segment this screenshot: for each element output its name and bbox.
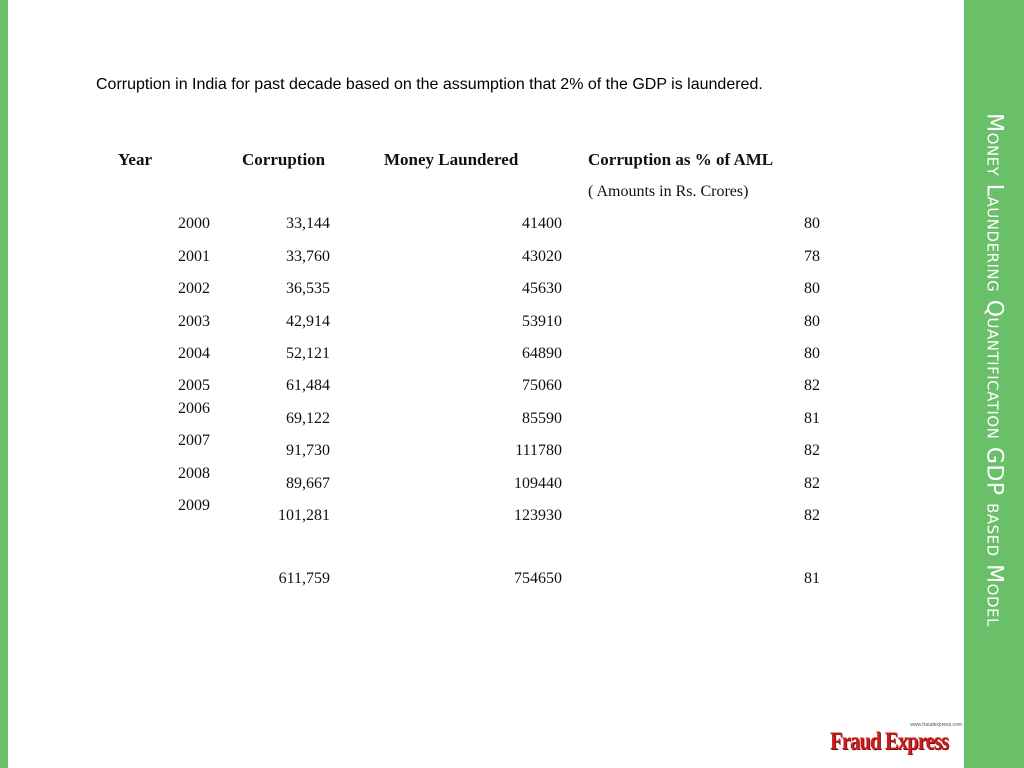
row-money-laundered: 64890 <box>522 345 562 362</box>
row-corruption: 33,144 <box>286 215 330 232</box>
row-year: 2001 <box>178 248 210 265</box>
row-pct: 82 <box>804 507 820 524</box>
row-money-laundered: 85590 <box>522 410 562 427</box>
row-corruption: 89,667 <box>286 475 330 492</box>
logo-url: www.fraudexpress.com <box>910 722 962 728</box>
row-money-laundered: 43020 <box>522 248 562 265</box>
row-year: 2005 <box>178 377 210 394</box>
total-corruption: 611,759 <box>278 570 330 587</box>
slide-title: Money Laundering Quantification GDP based Model <box>981 113 1007 627</box>
row-money-laundered: 41400 <box>522 215 562 232</box>
row-pct: 78 <box>804 248 820 265</box>
caption-period: . <box>758 76 763 93</box>
row-corruption: 52,121 <box>286 345 330 362</box>
row-year: 2002 <box>178 280 210 297</box>
row-money-laundered: 45630 <box>522 280 562 297</box>
row-corruption: 33,760 <box>286 248 330 265</box>
row-corruption: 91,730 <box>286 442 330 459</box>
header-year: Year <box>118 150 152 169</box>
row-money-laundered: 75060 <box>522 377 562 394</box>
row-money-laundered: 123930 <box>514 507 562 524</box>
row-pct: 82 <box>804 377 820 394</box>
row-year: 2003 <box>178 313 210 330</box>
row-pct: 80 <box>804 280 820 297</box>
row-corruption: 69,122 <box>286 410 330 427</box>
row-year: 2006 <box>178 400 210 417</box>
row-pct: 81 <box>804 410 820 427</box>
row-year: 2008 <box>178 465 210 482</box>
row-corruption: 36,535 <box>286 280 330 297</box>
row-year: 2000 <box>178 215 210 232</box>
total-money-laundered: 754650 <box>514 570 562 587</box>
row-pct: 80 <box>804 345 820 362</box>
row-year: 2007 <box>178 432 210 449</box>
row-corruption: 61,484 <box>286 377 330 394</box>
row-money-laundered: 109440 <box>514 475 562 492</box>
row-pct: 80 <box>804 215 820 232</box>
total-pct: 81 <box>804 570 820 587</box>
caption-text: Corruption in India for past decade based on the assumption that 2% of the GDP is laundered <box>96 76 759 93</box>
row-year: 2009 <box>178 497 210 514</box>
row-money-laundered: 111780 <box>515 442 562 459</box>
row-pct: 80 <box>804 313 820 330</box>
row-pct: 82 <box>804 442 820 459</box>
row-year: 2004 <box>178 345 210 362</box>
row-pct: 82 <box>804 475 820 492</box>
header-money-laundered: Money Laundered <box>384 150 519 169</box>
header-pct: Corruption as % of AML <box>588 150 774 169</box>
row-corruption: 42,914 <box>286 313 330 330</box>
fraud-express-logo <box>830 722 962 760</box>
logo-text: Fraud Express <box>830 728 949 755</box>
row-corruption: 101,281 <box>278 507 330 524</box>
row-money-laundered: 53910 <box>522 313 562 330</box>
unit-note: ( Amounts in Rs. Crores) <box>588 183 749 200</box>
header-corruption: Corruption <box>242 150 326 169</box>
